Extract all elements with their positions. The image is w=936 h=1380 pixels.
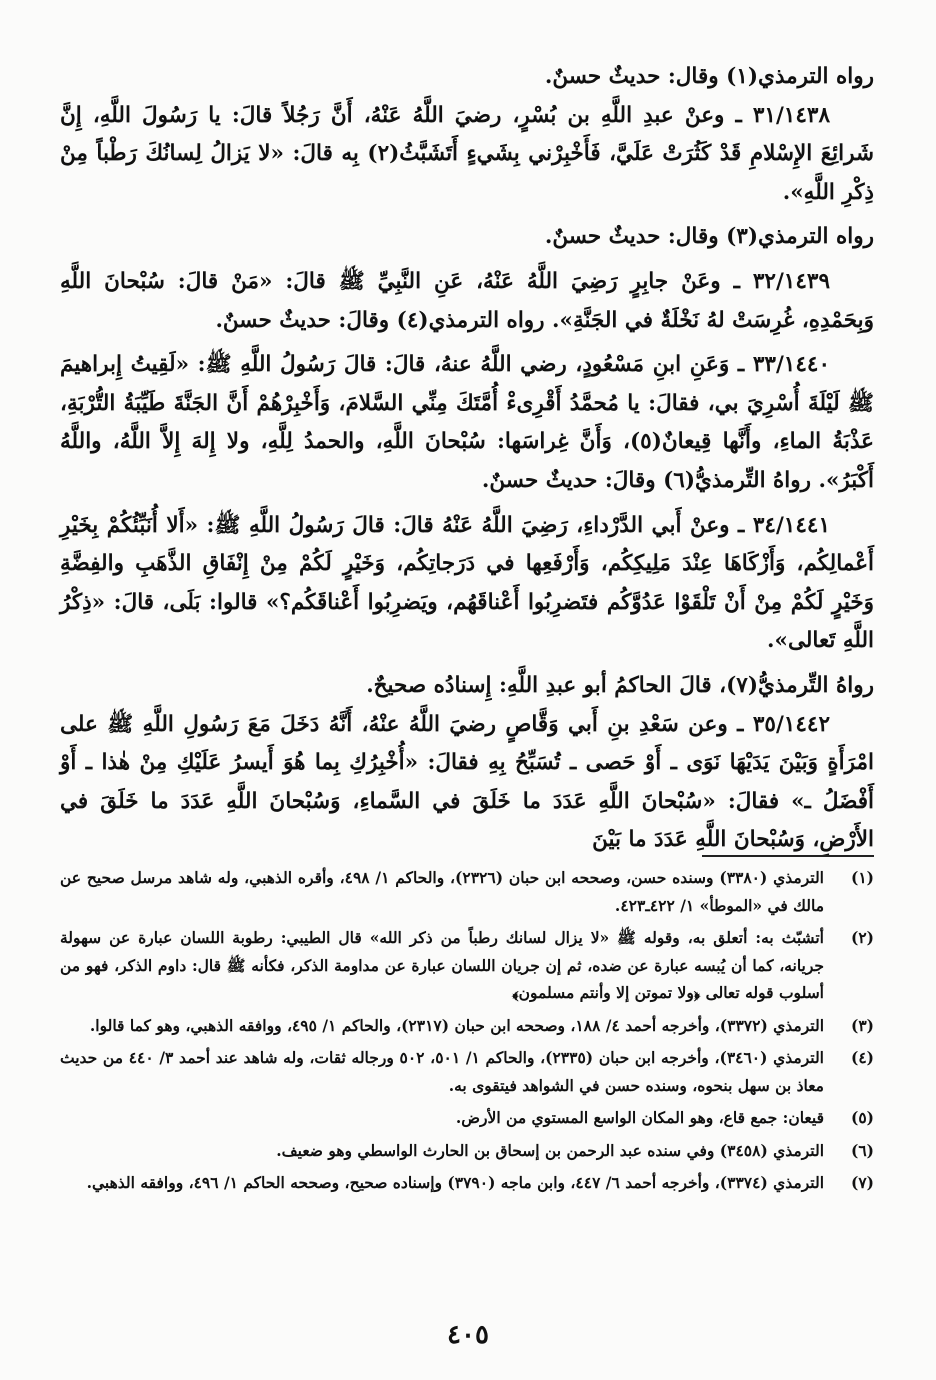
footnote: [60, 1044, 874, 1099]
source-line: رواه الترمذي(٣) وقال: حديثٌ حسنٌ.: [544, 224, 874, 250]
footnote-number: (٥): [850, 1108, 874, 1127]
footnote-text: قيعان: جمع قاع، وهو المكان الواسع المستوي من الأرض.: [455, 1108, 824, 1127]
page-number: ٤٠٥: [447, 1320, 489, 1350]
footnote: [60, 1104, 874, 1132]
footnote-number: (٦): [850, 1140, 874, 1160]
footnote: [60, 1137, 874, 1165]
footnote-number: (٧): [850, 1173, 874, 1192]
hadith-paragraph: ٣٣/١٤٤٠ ـ وَعَنِ ابنِ مَسْعُودٍ، رضي اللَّهُ عنهُ، قالَ: قالَ رَسُولُ اللَّهِ ﷺ: «لَقِيتُ إِبراهيمَ ﷺ لَيْلَةَ أُسْرِيَ بي، فقالَ: يا مُحمَّدُ أَقْرِىءْ أُمَّتَكَ مِنِّي السَّلامَ، وَأَخْبِرْهُمْ أَنَّ الجَنَّةَ طَيِّبَةُ التُّرْبَةِ، عَذْبَةُ الماءِ، وأَنَّها قِيعانٌ(٥)، وَأَنَّ غِراسَها: سُبْحانَ اللَّهِ، والحمدُ لِلَّهِ، ولا إِلهَ إِلاَّ اللَّهُ، واللَّهُ أَكْبَرُ». رواهُ التِّرمذيُّ(٦) وقالَ: حديثٌ حسنٌ.: [60, 352, 874, 493]
footnote-text: أتشبّث به: أتعلق به، وقوله ﷺ «لا يزال لسانك رطباً من ذكر الله» قال الطيبي: رطوبة اللسان عبارة عن سهولة جريانه، كما أن يُبسه عبارة عن ضده، ثم إن جريان اللسان عبارة عن مداومة الذكر، فكأنه ﷺ قال: داوم الذكر، فهو من أسلوب قوله تعالى ﴿ولا تموتن إلا وأنتم مسلمون﴾: [60, 928, 824, 1002]
footnotes: [60, 864, 874, 1202]
footnote: [60, 864, 874, 919]
footnote-separator: [702, 855, 874, 857]
hadith-paragraph: ٣٤/١٤٤١ ـ وعنْ أَبي الدَّرْداءِ، رَضِيَ اللَّهُ عَنْهُ قالَ: قالَ رَسُولُ اللَّهِ ﷺ: «أَلا أُنَبِّئُكُمْ بِخَيْرِ أَعْمالِكُم، وَأَزْكَاهَا عِنْدَ مَلِيكِكُم، وَأَرْفَعِها في دَرَجاتِكُم، وَخَيْرٍ لَكُمْ مِنْ إِنْفَاقِ الذَّهَبِ والفِضَّةِ وَخَيْرٍ لَكُمْ مِنْ أَنْ تَلْقَوْا عَدُوَّكُم فتَضرِبُوا أَعْناقَهُم، ويَضرِبُوا أَعْناقَكُم؟» قالوا: بَلَى، قالَ: «ذِكْرُ اللَّهِ تَعالى».: [60, 512, 874, 654]
footnote-text: الترمذي (٣٤٦٠)، وأخرجه ابن حبان (٢٣٣٥)، والحاكم ١/ ٥٠١، ٥٠٢ ورجاله ثقات، وله شاهد عند أحمد ٣/ ٤٤٠ من حديث معاذ بن سهل بنحوه، وسنده حسن في الشواهد فيتقوى به.: [60, 1048, 824, 1095]
footnote-number: (٣): [850, 1015, 874, 1035]
main-text: [60, 58, 874, 860]
footnote: [60, 1169, 874, 1197]
hadith-paragraph: ٣٥/١٤٤٢ ـ وعن سَعْدِ بنِ أَبي وَقَّاصٍ رضيَ اللَّهُ عنْهُ، أَنَّهُ دَخَلَ مَعَ رَسُولِ اللَّهِ ﷺ على امْرَأَةٍ وَبَيْنَ يَدَيْهَا نَوَى ـ أَوْ حَصى ـ تُسَبِّحُ بِهِ فقالَ: «أُخْبِرُكِ بِما هُوَ أَيسرُ عَلَيْكِ مِنْ هٰذا ـ أَوْ أَفْضَلُ ـ» فقالَ: «سُبْحانَ اللَّهِ عَدَدَ ما خَلَقَ في السَّماءِ، وَسُبْحانَ اللَّهِ عَدَدَ ما خَلَقَ في الأَرْضِ، وَسُبْحانَ اللَّهِ عَدَدَ ما بَيْنَ: [60, 711, 874, 853]
hadith-paragraph: ٣٢/١٤٣٩ ـ وعَنْ جابِرٍ رَضِيَ اللَّهُ عَنْهُ، عَنِ النَّبِيِّ ﷺ قالَ: «مَنْ قالَ: سُبْحانَ اللَّهِ وَبِحَمْدِهِ، غُرِسَتْ لهُ نَخْلَةٌ في الجَنَّةِ». رواه الترمذي(٤) وقالَ: حديثٌ حسنٌ.: [60, 268, 874, 333]
footnote: [60, 1012, 874, 1040]
hadith-paragraph: ٣١/١٤٣٨ ـ وعنْ عبدِ اللَّهِ بن بُسْرٍ، رضيَ اللَّهُ عَنْهُ، أَنَّ رَجُلاً قالَ: يا رَسُولَ اللَّهِ، إِنَّ شَرائِعَ الإِسْلامِ قَدْ كَثُرَتْ عَلَيَّ، فَأَخْبِرْني بِشَيءٍ أَتَشَبَّثُ(٢) بِه قالَ: «لا يَزالُ لِسانُكَ رَطْباً مِنْ ذِكْرِ اللَّهِ».: [60, 102, 875, 205]
footnote-text: الترمذي (٣٣٨٠) وسنده حسن، وصححه ابن حبان (٢٣٢٦)، والحاكم ١/ ٤٩٨، وأقره الذهبي، وله شاهد مرسل صحيح عن مالك في «الموطأ» ١/ ٤٢٢ـ٤٢٣.: [60, 868, 824, 915]
footnote-text: الترمذي (٣٣٧٤)، وأخرجه أحمد ٦/ ٤٤٧، وابن ماجه (٣٧٩٠) وإسناده صحيح، وصححه الحاكم ١/ ٤٩٦، ووافقه الذهبي.: [86, 1173, 824, 1192]
footnote-text: الترمذي (٣٤٥٨) وفي سنده عبد الرحمن بن إسحاق بن الحارث الواسطي وهو ضعيف.: [276, 1140, 824, 1160]
footnote-number: (١): [850, 868, 874, 887]
source-line: رواه الترمذي(١) وقال: حديثٌ حسنٌ.: [544, 64, 874, 89]
footnote-number: (٤): [850, 1048, 874, 1067]
source-line: رواهُ التِّرمذيُّ(٧)، قالَ الحاكمُ أبو عبدِ اللَّهِ: إِسنادُه صحيحٌ.: [366, 672, 874, 698]
footnote-number: (٢): [850, 928, 874, 947]
footnote-text: الترمذي (٣٣٧٢)، وأخرجه أحمد ٤/ ١٨٨، وصححه ابن حبان (٢٣١٧)، والحاكم ١/ ٤٩٥، ووافقه الذهبي، وهو كما قالوا.: [89, 1015, 824, 1035]
footnote: [60, 924, 874, 1007]
